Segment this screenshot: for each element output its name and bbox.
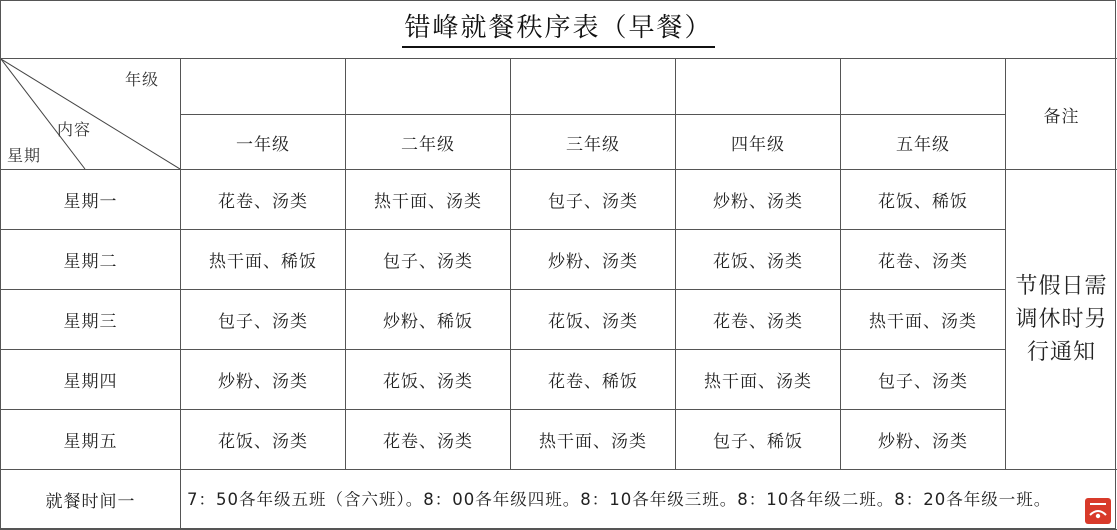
grade-header: 一年级 bbox=[181, 115, 346, 170]
grade-top-cell bbox=[181, 59, 346, 115]
remarks-header: 备注 bbox=[1006, 59, 1117, 170]
dining-time-label: 就餐时间一 bbox=[1, 470, 181, 530]
header-row-top bbox=[1, 59, 1117, 115]
meal-cell: 包子、汤类 bbox=[346, 230, 511, 290]
dining-time-text: 7：50各年级五班（含六班）。8：00各年级四班。8：10各年级三班。8：10各年级二班。8：20各年级一班。 bbox=[181, 470, 1117, 530]
day-label: 星期一 bbox=[1, 170, 181, 230]
table-row bbox=[1, 230, 1117, 290]
dining-time-row bbox=[1, 470, 1117, 530]
meal-cell: 热干面、汤类 bbox=[676, 350, 841, 410]
day-label: 星期三 bbox=[1, 290, 181, 350]
table-row bbox=[1, 290, 1117, 350]
meal-cell: 花饭、汤类 bbox=[181, 410, 346, 470]
meal-cell: 热干面、汤类 bbox=[841, 290, 1006, 350]
day-label: 星期四 bbox=[1, 350, 181, 410]
grade-header: 五年级 bbox=[841, 115, 1006, 170]
grade-top-cell bbox=[841, 59, 1006, 115]
meal-cell: 花卷、汤类 bbox=[181, 170, 346, 230]
meal-cell: 花饭、稀饭 bbox=[841, 170, 1006, 230]
meal-cell: 炒粉、汤类 bbox=[181, 350, 346, 410]
schedule-table bbox=[0, 58, 1117, 530]
meal-cell: 包子、汤类 bbox=[181, 290, 346, 350]
grade-header: 三年级 bbox=[511, 115, 676, 170]
meal-cell: 热干面、稀饭 bbox=[181, 230, 346, 290]
grade-top-cell bbox=[676, 59, 841, 115]
meal-cell: 炒粉、汤类 bbox=[511, 230, 676, 290]
meal-cell: 花卷、汤类 bbox=[346, 410, 511, 470]
title-bar bbox=[0, 0, 1117, 58]
meal-cell: 包子、汤类 bbox=[511, 170, 676, 230]
grade-top-cell bbox=[511, 59, 676, 115]
day-label: 星期二 bbox=[1, 230, 181, 290]
meal-cell: 花饭、汤类 bbox=[511, 290, 676, 350]
meal-cell: 炒粉、汤类 bbox=[676, 170, 841, 230]
table-row bbox=[1, 410, 1117, 470]
day-label: 星期五 bbox=[1, 410, 181, 470]
meal-cell: 包子、汤类 bbox=[841, 350, 1006, 410]
meal-cell: 炒粉、汤类 bbox=[841, 410, 1006, 470]
corner-grade-label: 年级 bbox=[125, 70, 160, 89]
logo-icon bbox=[1085, 498, 1111, 524]
meal-cell: 花卷、汤类 bbox=[841, 230, 1006, 290]
meal-cell: 花饭、汤类 bbox=[676, 230, 841, 290]
meal-cell: 花饭、汤类 bbox=[346, 350, 511, 410]
grade-header: 四年级 bbox=[676, 115, 841, 170]
meal-cell: 热干面、汤类 bbox=[346, 170, 511, 230]
meal-cell: 热干面、汤类 bbox=[511, 410, 676, 470]
meal-cell: 花卷、稀饭 bbox=[511, 350, 676, 410]
table-row bbox=[1, 350, 1117, 410]
remark-note: 节假日需调休时另行通知 bbox=[1006, 170, 1117, 470]
table-row bbox=[1, 170, 1117, 230]
meal-cell: 花卷、汤类 bbox=[676, 290, 841, 350]
corner-weekday-label: 星期 bbox=[7, 146, 42, 165]
grade-top-cell bbox=[346, 59, 511, 115]
corner-header-cell bbox=[1, 59, 181, 170]
meal-cell: 炒粉、稀饭 bbox=[346, 290, 511, 350]
meal-cell: 包子、稀饭 bbox=[676, 410, 841, 470]
corner-content-label: 内容 bbox=[57, 120, 92, 139]
page-title: 错峰就餐秩序表（早餐） bbox=[402, 11, 714, 48]
grade-header: 二年级 bbox=[346, 115, 511, 170]
